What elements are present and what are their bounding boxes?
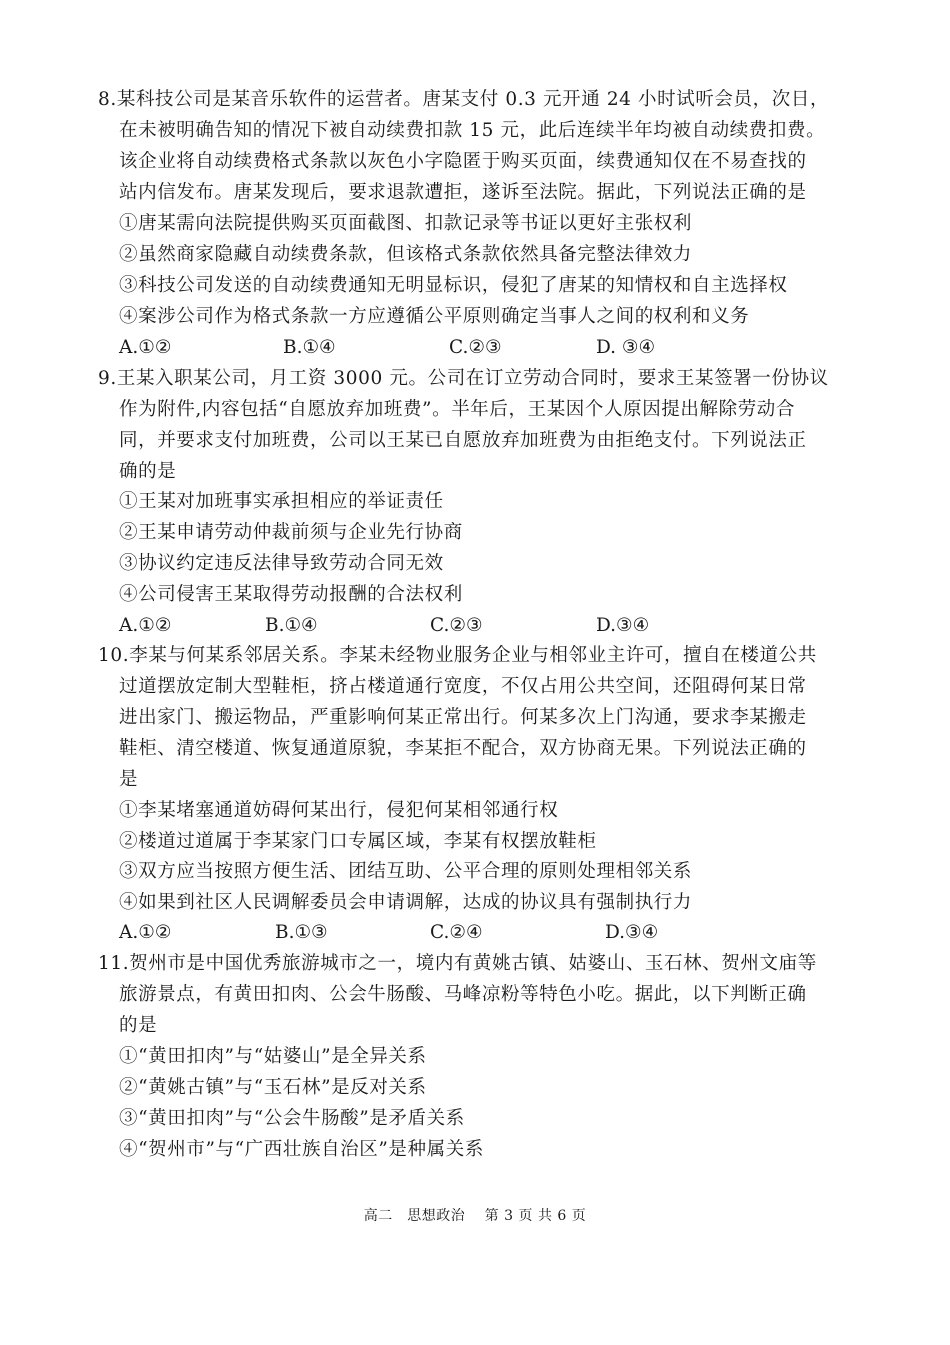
page-footer: 高二 思想政治 第 3 页 共 6 页 <box>363 1208 587 1224</box>
question-stem-line: 旅游景点，有黄田扣肉、公会牛肠酸、马峰凉粉等特色小吃。据此，以下判断正确 <box>119 984 807 1005</box>
answer-option-d: D.③④ <box>605 922 659 943</box>
answer-option-c: C.②③ <box>430 615 483 636</box>
answer-option-c: C.②④ <box>430 922 483 943</box>
question-stem-line: 站内信发布。唐某发现后，要求退款遭拒，遂诉至法院。据此，下列说法正确的是 <box>119 182 807 203</box>
answer-option-a: A.①② <box>119 337 172 358</box>
question-stem-line: 的是 <box>119 1015 158 1036</box>
question-stem-line: 鞋柜、清空楼道、恢复通道原貌，李某拒不配合，双方协商无果。下列说法正确的 <box>119 738 807 759</box>
answer-option-a: A.①② <box>119 922 172 943</box>
statement: ④“贺州市”与“广西壮族自治区”是种属关系 <box>119 1139 484 1160</box>
answer-option-d: D.③④ <box>596 615 650 636</box>
answer-option-b: B.①④ <box>265 615 318 636</box>
statement: ②王某申请劳动仲裁前须与企业先行协商 <box>119 522 463 543</box>
statement: ③“黄田扣肉”与“公会牛肠酸”是矛盾关系 <box>119 1108 465 1129</box>
question-stem-line: 11.贺州市是中国优秀旅游城市之一，境内有黄姚古镇、姑婆山、玉石林、贺州文庙等 <box>98 953 817 974</box>
statement: ④案涉公司作为格式条款一方应遵循公平原则确定当事人之间的权利和义务 <box>119 306 750 327</box>
statement: ①“黄田扣肉”与“姑婆山”是全异关系 <box>119 1046 427 1067</box>
question-stem-line: 进出家门、搬运物品，严重影响何某正常出行。何某多次上门沟通，要求李某搬走 <box>119 707 807 728</box>
statement: ③双方应当按照方便生活、团结互助、公平合理的原则处理相邻关系 <box>119 861 693 882</box>
question-stem-line: 过道摆放定制大型鞋柜，挤占楼道通行宽度，不仅占用公共空间，还阻碍何某日常 <box>119 676 807 697</box>
question-stem-line: 该企业将自动续费格式条款以灰色小字隐匿于购买页面，续费通知仅在不易查找的 <box>119 151 807 172</box>
answer-option-b: B.①④ <box>283 337 336 358</box>
question-stem-line: 确的是 <box>119 461 177 482</box>
statement: ①李某堵塞通道妨碍何某出行，侵犯何某相邻通行权 <box>119 800 559 821</box>
statement: ④如果到社区人民调解委员会申请调解，达成的协议具有强制执行力 <box>119 892 693 913</box>
statement: ②“黄姚古镇”与“玉石林”是反对关系 <box>119 1077 427 1098</box>
question-stem-line: 9.王某入职某公司，月工资 3000 元。公司在订立劳动合同时，要求王某签署一份协议 <box>98 368 829 389</box>
answer-option-c: C.②③ <box>449 337 502 358</box>
statement: ④公司侵害王某取得劳动报酬的合法权利 <box>119 584 463 605</box>
statement: ③协议约定违反法律导致劳动合同无效 <box>119 553 444 574</box>
statement: ②楼道过道属于李某家门口专属区域，李某有权摆放鞋柜 <box>119 831 597 852</box>
statement: ③科技公司发送的自动续费通知无明显标识，侵犯了唐某的知情权和自主选择权 <box>119 275 788 296</box>
question-stem-line: 是 <box>119 769 139 790</box>
statement: ①唐某需向法院提供购买页面截图、扣款记录等书证以更好主张权利 <box>119 213 693 234</box>
question-stem-line: 同，并要求支付加班费，公司以王某已自愿放弃加班费为由拒绝支付。下列说法正 <box>119 430 807 451</box>
answer-option-b: B.①③ <box>275 922 328 943</box>
question-stem-line: 8.某科技公司是某音乐软件的运营者。唐某支付 0.3 元开通 24 小时试听会员，次日， <box>98 89 830 110</box>
statement: ②虽然商家隐藏自动续费条款，但该格式条款依然具备完整法律效力 <box>119 244 693 265</box>
statement: ①王某对加班事实承担相应的举证责任 <box>119 491 444 512</box>
question-stem-line: 作为附件,内容包括“自愿放弃加班费”。半年后，王某因个人原因提出解除劳动合 <box>119 399 795 420</box>
question-stem-line: 在未被明确告知的情况下被自动续费扣款 15 元，此后连续半年均被自动续费扣费。 <box>119 120 826 141</box>
answer-option-a: A.①② <box>119 615 172 636</box>
question-stem-line: 10.李某与何某系邻居关系。李某未经物业服务企业与相邻业主许可，擅自在楼道公共 <box>98 645 817 666</box>
answer-option-d: D. ③④ <box>596 337 656 358</box>
